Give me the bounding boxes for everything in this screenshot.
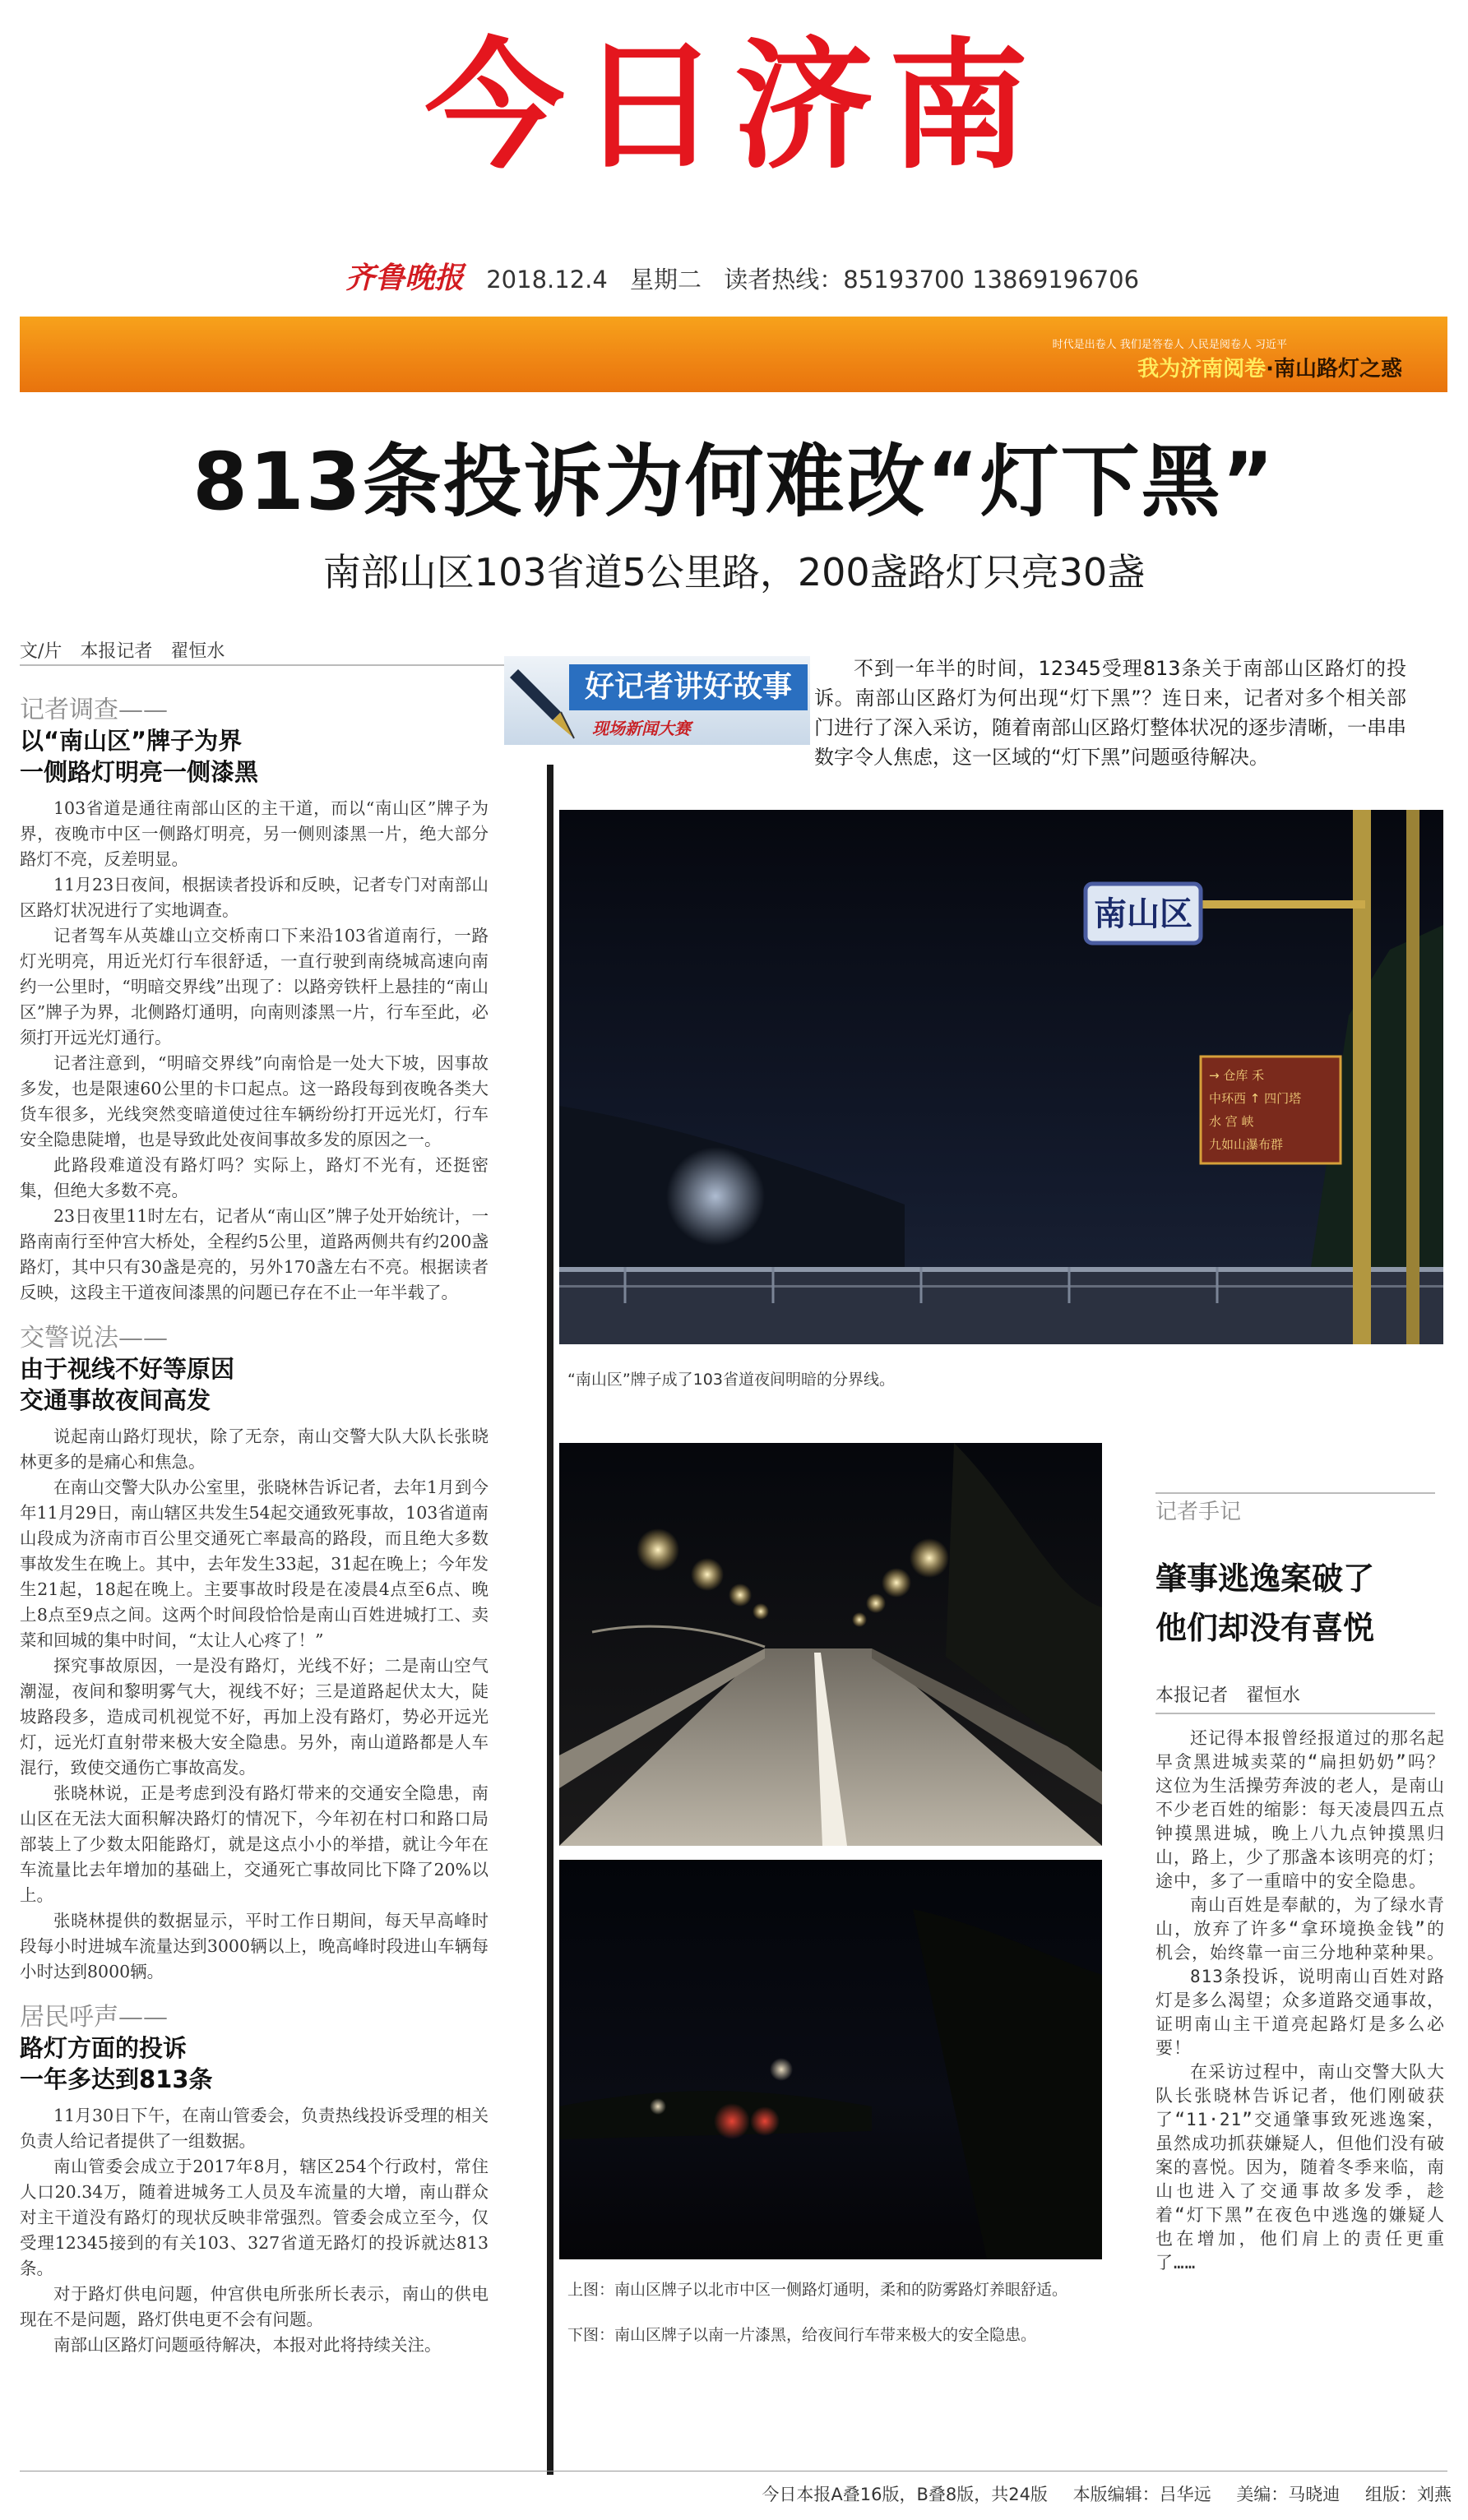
photo-dark-road	[559, 1860, 1102, 2259]
footer-art: 美编：马晓迪	[1236, 2485, 1341, 2504]
note-paragraph: 在采访过程中，南山交警大队大队长张晓林告诉记者，他们刚破获了“11·21”交通肇事致死逃逸案，虽然成功抓获嫌疑人，但他们没有破案的喜悦。因为，随着冬季来临，南山也进入了交通事故多发季，趁着“灯下黑”在夜色中逃逸的嫌疑人也在增加，他们肩上的责任更重了……	[1155, 2062, 1445, 2273]
banner-series: 我为济南阅卷	[1137, 357, 1267, 381]
sub-headline: 南部山区103省道5公里路，200盏路灯只亮30盏	[322, 550, 1146, 594]
paragraph: 此路段难道没有路灯吗？实际上，路灯不光有，还挺密集，但绝大多数不亮。	[20, 1155, 489, 1200]
night-sign-illustration	[559, 810, 1443, 1344]
section-1	[20, 689, 489, 1306]
photo-caption-1: “南山区”牌子成了103省道夜间明暗的分界线。	[567, 1371, 895, 1389]
note-body	[1155, 1727, 1445, 2275]
roadsign-line: 水 宫 峡	[1209, 1114, 1254, 1129]
roadsign-line: 九如山瀑布群	[1209, 1137, 1284, 1152]
note-title	[1155, 1554, 1427, 1653]
dark-road-illustration	[559, 1860, 1102, 2259]
byline-rule	[20, 664, 505, 666]
intro-paragraph: 不到一年半的时间，12345受理813条关于南部山区路灯的投诉。南部山区路灯为何出现“灯下黑”？连日来，记者对多个相关部门进行了深入采访，随着南部山区路灯整体状况的逐步清晰，一串串数字令人焦虑，这一区域的“灯下黑”问题亟待解决。	[814, 657, 1406, 769]
paragraph: 11月23日夜间，根据读者投诉和反映，记者专门对南部山区路灯状况进行了实地调查。	[20, 875, 489, 920]
paragraph: 记者驾车从英雄山立交桥南口下来沿103省道南行，一路灯光明亮，用近光灯行车很舒适，一直行驶到南绕城高速向南约一公里时，“明暗交界线”出现了：以路旁铁杆上悬挂的“南山区”牌子为界，北侧路灯通明，向南则漆黑一片，行车至此，必须打开远光灯通行。	[20, 926, 489, 1047]
photo-sign-night	[559, 810, 1443, 1344]
section-heading-line1: 以“南山区”牌子为界	[20, 727, 243, 755]
banner-title	[1137, 352, 1402, 382]
photo-caption-3: 下图：南山区牌子以南一片漆黑，给夜间行车带来极大的安全隐患。	[567, 2326, 1037, 2344]
banner-quote: 时代是出卷人 我们是答卷人 人民是阅卷人 习近平	[1052, 339, 1287, 351]
note-top-rule	[1155, 1492, 1435, 1494]
note-paragraph: 还记得本报曾经报道过的那名起早贪黑进城卖菜的“扁担奶奶”吗？这位为生活操劳奔波的老人，是南山不少老百姓的缩影：每天凌晨四五点钟摸黑进城，晚上八九点钟摸黑归山，路上，少了那盏本该明亮的灯；途中，多了一重暗中的安全隐患。	[1155, 1728, 1445, 1891]
issue-date: 2018.12.4	[486, 266, 608, 294]
note-title-line2: 他们却没有喜悦	[1155, 1610, 1375, 1646]
note-byline: 本报记者 翟恒水	[1155, 1685, 1301, 1706]
section-heading-line2: 一年多达到813条	[20, 2065, 213, 2093]
banner-topic: ·南山路灯之惑	[1266, 357, 1402, 381]
note-paragraph: 813条投诉，说明南山百姓对路灯是多么渴望；众多道路交通事故，证明南山主干道亮起路灯是多么必要！	[1155, 1967, 1445, 2058]
note-byline-rule	[1155, 1713, 1435, 1714]
footer-proof: 组版：刘燕	[1365, 2485, 1452, 2504]
paragraph: 23日夜里11时左右，记者从“南山区”牌子处开始统计，一路南南行至仲宫大桥处，全程约5公里，道路两侧共有约200盏路灯，其中只有30盏是亮的，另外170盏左右不亮。根据读者反映，这段主干道夜间漆黑的问题已存在不止一年半载了。	[20, 1206, 489, 1302]
reader-hotline: 读者热线：85193700 13869196706	[724, 266, 1140, 294]
photo-lit-road	[559, 1443, 1102, 1846]
issue-weekday: 星期二	[630, 266, 702, 294]
section-heading-line1: 路灯方面的投诉	[20, 2034, 188, 2062]
section-3	[20, 1996, 489, 2358]
paragraph: 11月30日下午，在南山管委会，负责热线投诉受理的相关负责人给记者提供了一组数据。	[20, 2106, 489, 2151]
roadsign-line: → 仓库 禾	[1209, 1068, 1265, 1083]
footer-pages: 今日本报A叠16版，B叠8版，共24版	[762, 2485, 1048, 2504]
note-paragraph: 南山百姓是奉献的，为了绿水青山，放弃了许多“拿环境换金钱”的机会，始终靠一亩三分地种菜种果。	[1155, 1895, 1445, 1963]
dateline	[345, 255, 1168, 297]
paragraph: 张晓林说，正是考虑到没有路灯带来的交通安全隐患，南山区在无法大面积解决路灯的情况下，今年初在村口和路口局部装上了少数太阳能路灯，就是这点小小的举措，就让今年在车流量比去年增加的基础上，交通死亡事故同比下降了20%以上。	[20, 1783, 489, 1905]
section-tag: 居民呼声——	[20, 2003, 168, 2032]
column-divider	[547, 765, 553, 2475]
note-tag: 记者手记	[1155, 1500, 1242, 1524]
column-logo-title: 好记者讲好故事	[569, 664, 808, 710]
section-body	[20, 796, 489, 1306]
section-tag: 交警说法——	[20, 1324, 168, 1352]
section-body	[20, 2103, 489, 2358]
newspaper-brand: 齐鲁晚报	[345, 261, 465, 295]
masthead-title: 今日济南	[424, 25, 1044, 188]
lit-road-illustration	[559, 1443, 1102, 1846]
byline: 文/片 本报记者 翟恒水	[20, 641, 225, 662]
section-heading-line2: 一侧路灯明亮一侧漆黑	[20, 758, 259, 786]
footer-editor: 本版编辑：吕华远	[1072, 2485, 1211, 2504]
photo-caption-2: 上图：南山区牌子以北市中区一侧路灯通明，柔和的防雾路灯养眼舒适。	[567, 2281, 1068, 2299]
roadsign-line: 中环西 ↑ 四门塔	[1209, 1091, 1302, 1106]
section-heading-line1: 由于视线不好等原因	[20, 1355, 235, 1383]
paragraph: 说起南山路灯现状，除了无奈，南山交警大队大队长张晓林更多的是痛心和焦急。	[20, 1426, 489, 1472]
section-tag: 记者调查——	[20, 696, 168, 724]
paragraph: 南部山区路灯问题亟待解决，本报对此将持续关注。	[53, 2335, 442, 2355]
paragraph: 在南山交警大队办公室里，张晓林告诉记者，去年1月到今年11月29日，南山辖区共发生54起交通致死事故，103省道南山段成为济南市百公里交通死亡率最高的路段，而且绝大多数事故发生在晚上。其中，去年发生33起，31起在晚上；今年发生21起，18起在晚上。主要事故时段是在凌晨4点至6点、晚上8点至9点之间。这两个时间段恰恰是南山百姓进城打工、卖菜和回城的集中时间，“太让人心疼了！”	[20, 1477, 489, 1650]
column-logo-subtitle: 现场新闻大赛	[592, 719, 691, 738]
section-body	[20, 1424, 489, 1985]
district-sign-text: 南山区	[1094, 895, 1192, 933]
article-intro	[814, 654, 1406, 772]
note-title-line1: 肇事逃逸案破了	[1155, 1561, 1375, 1597]
paragraph: 张晓林提供的数据显示，平时工作日期间，每天早高峰时段每小时进城车流量达到3000辆以上，晚高峰时段进山车辆每小时达到8000辆。	[20, 1911, 489, 1981]
main-headline: 813条投诉为何难改“灯下黑”	[192, 436, 1276, 528]
paragraph: 探究事故原因，一是没有路灯，光线不好；二是南山空气潮湿，夜间和黎明雾气大，视线不好；三是道路起伏太大，陡坡路段多，造成司机视觉不好，再加上没有路灯，势必开远光灯，远光灯直射带来极大安全隐患。另外，南山道路都是人车混行，致使交通伤亡事故高发。	[20, 1656, 489, 1778]
paragraph: 103省道是通往南部山区的主干道，而以“南山区”牌子为界，夜晚市中区一侧路灯明亮，另一侧则漆黑一片，绝大部分路灯不亮，反差明显。	[20, 798, 489, 869]
section-2	[20, 1317, 489, 1985]
left-column	[20, 689, 489, 2358]
section-heading-line2: 交通事故夜间高发	[20, 1386, 211, 1414]
paragraph: 南山管委会成立于2017年8月，辖区254个行政村，常住人口20.34万，随着进城务工人员及车流量的大增，南山群众对主干道没有路灯的现状反映非常强烈。管委会成立至今，仅受理12345接到的有关103、327省道无路灯的投诉就达813条。	[20, 2157, 489, 2278]
fountain-pen-icon	[510, 663, 576, 742]
paragraph: 对于路灯供电问题，仲宫供电所张所长表示，南山的供电现在不是问题，路灯供电更不会有问题。	[20, 2284, 489, 2329]
page-footer	[0, 2481, 1452, 2506]
paragraph: 记者注意到，“明暗交界线”向南恰是一处大下坡，因事故多发，也是限速60公里的卡口起点。这一路段每到夜晚各类大货车很多，光线突然变暗道使过往车辆纷纷打开远光灯，行车安全隐患陡增，也是导致此处夜间事故多发的原因之一。	[20, 1053, 489, 1149]
